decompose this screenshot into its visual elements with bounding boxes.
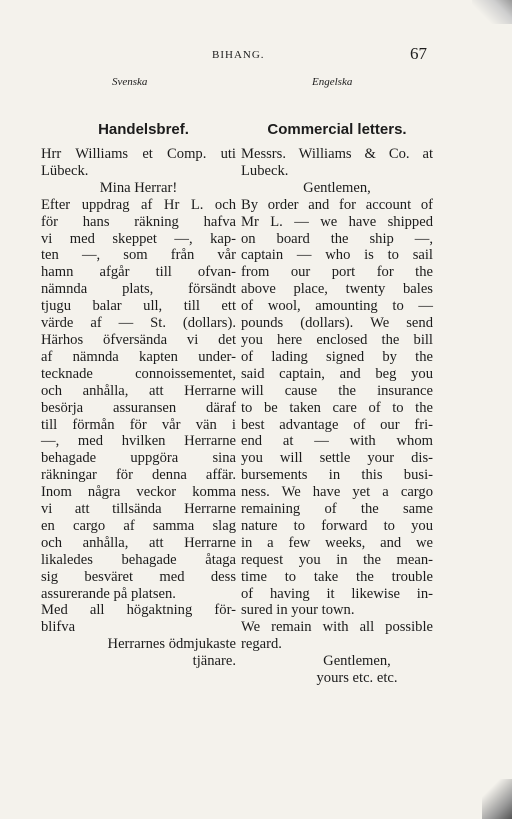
english-salutation: Gentlemen,	[303, 179, 371, 196]
swedish-body-line: Härhos öfversända vi det	[41, 331, 236, 348]
swedish-closing-line: Med all högaktning för-	[41, 602, 236, 619]
english-heading: Commercial letters.	[267, 121, 407, 138]
swedish-address	[41, 146, 236, 180]
swedish-body-line: och anhålla, att Herrarne	[41, 382, 236, 399]
swedish-body-line: ten —, som från vår	[41, 247, 236, 264]
swedish-body-line: af nämnda kapten under-	[41, 348, 236, 365]
swedish-body-line: Efter uppdrag af Hr L. och	[41, 196, 236, 213]
running-head: BIHANG.	[212, 49, 265, 61]
swedish-body-line: sig besväret med dess	[41, 568, 236, 585]
english-body-line: nature to forward to you	[241, 517, 433, 534]
page-edge-shadow-top	[472, 0, 512, 24]
swedish-body-line: för hans räkning hafva	[41, 213, 236, 230]
swedish-body-line: en cargo af samma slag	[41, 517, 236, 534]
english-body-line: pounds (dollars). We send	[241, 315, 433, 332]
english-address-line: Lubeck.	[241, 162, 289, 179]
english-body-line: best advantage of our fri-	[241, 416, 433, 433]
swedish-body-line: assurerande på platsen.	[41, 585, 176, 602]
english-body	[241, 197, 433, 620]
swedish-signature-1: Herrarnes ödmjukaste	[107, 636, 236, 653]
english-signature-1: Gentlemen,	[323, 653, 391, 670]
english-body-line: above place, twenty bales	[241, 281, 433, 298]
swedish-body	[41, 197, 236, 603]
swedish-address-line: Lübeck.	[41, 162, 89, 179]
swedish-body-line: nämnda plats, försändt	[41, 281, 236, 298]
english-body-line: you will settle your dis-	[241, 450, 433, 467]
english-address-line: Messrs. Williams & Co. at	[241, 146, 433, 162]
english-body-line: Mr L. — we have shipped	[241, 213, 433, 230]
swedish-column	[41, 120, 236, 670]
swedish-body-line: vi med skeppet —, kap-	[41, 230, 236, 247]
english-body-line: time to take the trouble	[241, 568, 433, 585]
column-label-swedish: Svenska	[112, 76, 148, 88]
page-number: 67	[410, 44, 427, 63]
column-label-english: Engelska	[312, 76, 353, 88]
swedish-body-line: likaledes behagade åtaga	[41, 551, 236, 568]
swedish-body-line: behagade uppgöra sina	[41, 450, 236, 467]
english-body-line: of having it likewise in-	[241, 585, 433, 602]
swedish-salutation: Mina Herrar!	[99, 179, 178, 196]
english-body-line: end at — with whom	[241, 433, 433, 450]
english-body-line: ness. We have yet a cargo	[241, 484, 433, 501]
english-body-line: remaining of the same	[241, 501, 433, 518]
english-closing-line: We remain with all possible	[241, 619, 433, 636]
english-body-line: in a few weeks, and we	[241, 534, 433, 551]
swedish-body-line: Inom några veckor komma	[41, 484, 236, 501]
english-closing-line: regard.	[241, 636, 282, 653]
swedish-body-line: besörja assuransen däraf	[41, 399, 236, 416]
english-closing	[241, 619, 433, 653]
english-body-line: By order and for account of	[241, 196, 433, 213]
english-body-line: bursements in this busi-	[241, 467, 433, 484]
english-signature-2: yours etc. etc.	[316, 670, 398, 687]
english-body-line: of lading signed by the	[241, 348, 433, 365]
english-body-line: to be taken care of to the	[241, 399, 433, 416]
swedish-closing-line: blifva	[41, 619, 76, 636]
swedish-signature-2: tjänare.	[192, 653, 236, 670]
swedish-closing	[41, 602, 236, 636]
english-column	[241, 120, 433, 687]
swedish-body-line: och anhålla, att Herrarne	[41, 534, 236, 551]
english-body-line: will cause the insurance	[241, 382, 433, 399]
swedish-body-line: vi att tillsända Herrarne	[41, 501, 236, 518]
english-body-line: request you in the mean-	[241, 551, 433, 568]
english-body-line: you here enclosed the bill	[241, 331, 433, 348]
swedish-body-line: värde af — St. (dollars).	[41, 315, 236, 332]
english-body-line: sured in your town.	[241, 602, 355, 619]
swedish-heading: Handelsbref.	[98, 121, 189, 138]
swedish-body-line: tecknade connoissementet,	[41, 365, 236, 382]
english-address	[241, 146, 433, 180]
swedish-body-line: räkningar för denna affär.	[41, 467, 236, 484]
page-edge-shadow-bottom	[482, 779, 512, 819]
english-body-line: said captain, and beg you	[241, 365, 433, 382]
english-body-line: of wool, amounting to —	[241, 298, 433, 315]
swedish-body-line: tjugu balar ull, till ett	[41, 298, 236, 315]
english-body-line: from our port for the	[241, 264, 433, 281]
swedish-body-line: —, med hvilken Herrarne	[41, 433, 236, 450]
swedish-body-line: till förmån för vår vän i	[41, 416, 236, 433]
swedish-body-line: hamn afgår till ofvan-	[41, 264, 236, 281]
swedish-address-line: Hrr Williams et Comp. uti	[41, 146, 236, 162]
english-body-line: on board the ship —,	[241, 230, 433, 247]
english-body-line: captain — who is to sail	[241, 247, 433, 264]
